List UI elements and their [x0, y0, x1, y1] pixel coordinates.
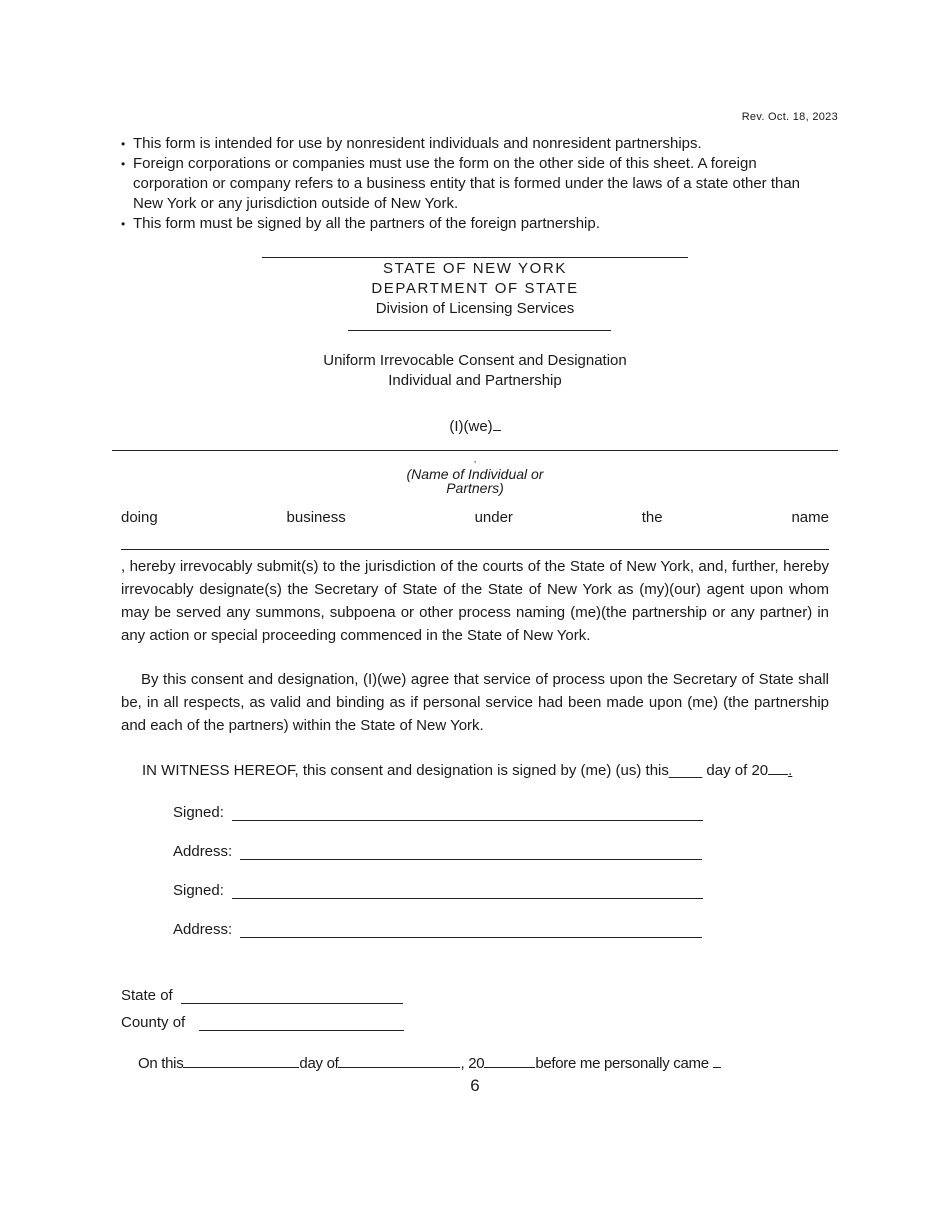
notary-person-blank[interactable]	[713, 1053, 721, 1068]
notary-state-row	[121, 987, 403, 1004]
county-label: County of	[121, 1014, 186, 1031]
business-name-input-line[interactable]	[121, 549, 829, 550]
agency-department: DEPARTMENT OF STATE	[371, 280, 579, 297]
header-divider-top	[262, 257, 688, 258]
address-input-1[interactable]	[240, 845, 702, 860]
doing-business-word: under	[474, 509, 513, 526]
witness-year-blank[interactable]	[768, 760, 788, 775]
revision-date: Rev. Oct. 18, 2023	[741, 111, 838, 123]
doing-business-word: doing	[121, 509, 158, 526]
address-row-2	[173, 921, 702, 938]
page-number: 6	[470, 1076, 480, 1095]
signature-row-1	[173, 804, 703, 821]
notary-on-this-line	[138, 1053, 721, 1072]
name-input-line[interactable]	[112, 450, 838, 451]
submission-paragraph: , hereby irrevocably submit(s) to the jurisdiction of the courts of the State of New York, and, further, hereby irrevocably designate(s) the Secretary of State of the State of New York as (my)(our) agent upon whom may be served any summons, subpoena or other process naming (me)(the partnership or any partner) in any action or special proceeding commenced in the State of New York.	[121, 558, 829, 644]
witness-prefix: IN WITNESS HEREOF, this consent and designation is signed by (me) (us) this	[142, 762, 669, 779]
name-comma: ,	[473, 454, 477, 464]
doing-business-row	[121, 509, 829, 526]
notary-county-row	[121, 1014, 404, 1031]
on-this-label: On this	[138, 1055, 184, 1072]
doing-business-word: the	[641, 509, 663, 526]
state-label: State of	[121, 987, 173, 1004]
signature-input-2[interactable]	[232, 884, 703, 899]
consent-paragraph: By this consent and designation, (I)(we) agree that service of process upon the Secretary of State shall be, in all respects, as valid and binding as if personal service had been made upon (me) (the partnership and each of the partners) within the State of New York.	[121, 671, 829, 734]
name-prefix-text: (I)(we)	[449, 418, 493, 435]
doing-business-word: business	[286, 509, 346, 526]
name-prefix-blank	[493, 416, 501, 431]
agency-state: STATE OF NEW YORK	[383, 260, 567, 277]
name-caption-line2: Partners)	[446, 480, 504, 496]
address-label: Address:	[173, 843, 233, 860]
county-input[interactable]	[199, 1016, 404, 1031]
agency-division: Division of Licensing Services	[375, 300, 575, 317]
state-input[interactable]	[181, 989, 403, 1004]
doing-business-word: name	[791, 509, 829, 526]
notary-year-blank[interactable]	[484, 1053, 535, 1068]
witness-end: .	[788, 762, 793, 779]
before-me-label: before me personally came	[535, 1055, 709, 1072]
notary-month-blank[interactable]	[338, 1053, 460, 1068]
instruction-item: • Foreign corporations or companies must use the form on the other side of this sheet. A foreign corporation or company refers to a business entity that is formed under the laws of a state other than New York or any jurisdiction outside of New York.	[121, 154, 821, 214]
address-input-2[interactable]	[240, 923, 702, 938]
name-prefix	[0, 416, 950, 435]
instructions-list	[121, 134, 821, 234]
header-divider-bottom	[348, 330, 611, 331]
instruction-item: • This form is intended for use by nonresident individuals and nonresident partnerships.	[121, 134, 821, 154]
address-label: Address:	[173, 921, 233, 938]
witness-day-blank[interactable]: ____	[668, 762, 703, 779]
day-of-label: day of	[299, 1055, 339, 1072]
form-title-line1: Uniform Irrevocable Consent and Designation	[323, 352, 627, 369]
witness-line	[142, 760, 792, 779]
instruction-item: • This form must be signed by all the partners of the foreign partnership.	[121, 214, 821, 234]
form-title-line2: Individual and Partnership	[388, 372, 562, 389]
signature-row-2	[173, 882, 703, 899]
witness-mid: day of 20	[706, 762, 769, 779]
signed-label: Signed:	[173, 804, 224, 821]
signature-input-1[interactable]	[232, 806, 703, 821]
year-prefix-label: , 20	[460, 1055, 485, 1072]
notary-day-blank[interactable]	[183, 1053, 299, 1068]
signed-label: Signed:	[173, 882, 224, 899]
name-caption-line1: (Name of Individual or	[406, 466, 544, 482]
address-row-1	[173, 843, 702, 860]
